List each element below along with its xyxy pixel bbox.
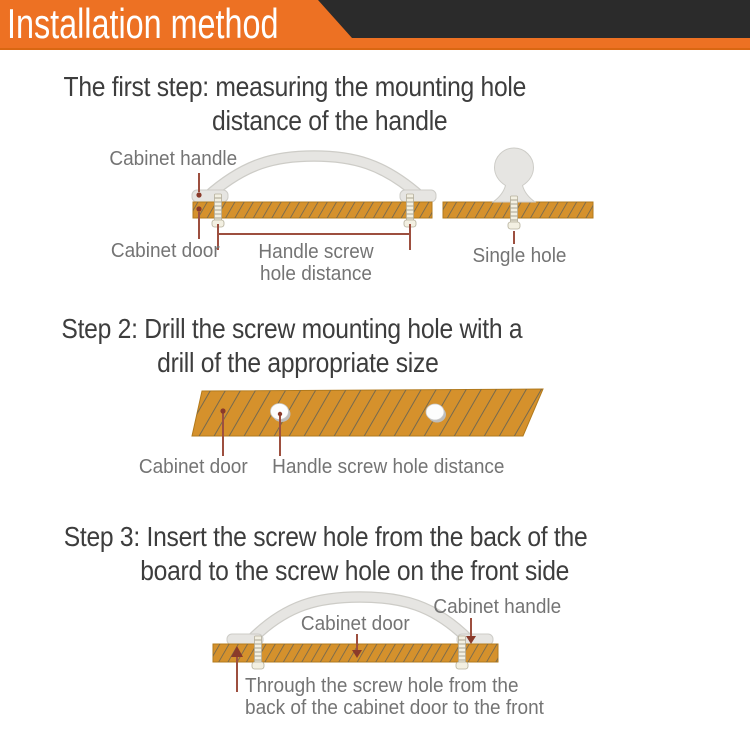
label-cabinet-door-step2 [123, 456, 263, 478]
handle-foot-right [400, 190, 436, 202]
label-cabinet-door-step3 [285, 613, 425, 635]
step2-heading-line1-text: Step 2: Drill the screw mounting hole with a [61, 313, 523, 344]
pointer-dot-hole-step2 [278, 412, 282, 416]
label-cabinet-handle-step1-text: Cabinet handle [109, 148, 237, 170]
label-screw-distance-line1: Handle screw [258, 241, 374, 263]
knob-graphic [493, 148, 535, 202]
label-cabinet-door-step1 [95, 240, 235, 262]
label-cabinet-handle-step1 [103, 148, 243, 170]
step2-heading-line2-text: drill of the appropriate size [157, 347, 439, 378]
label-through-note-line2: back of the cabinet door to the front [245, 697, 544, 719]
label-screw-distance-step2 [266, 456, 506, 478]
pointer-dot-door [196, 206, 201, 211]
step1-heading-line2 [35, 104, 625, 138]
label-cabinet-door-step1-text: Cabinet door [110, 240, 220, 262]
step2-heading-line2 [0, 346, 596, 380]
step3-heading-line1-text: Step 3: Insert the screw hole from the back of the [64, 521, 588, 552]
step3-heading-line1 [0, 520, 652, 554]
pointer-dot-door-step2 [220, 408, 225, 413]
label-cabinet-door-step2-text: Cabinet door [138, 456, 248, 478]
step1-heading-line2-text: distance of the handle [212, 105, 448, 136]
label-screw-distance-step2-text: Handle screw hole distance [272, 456, 505, 478]
header-banner [0, 0, 750, 50]
step3-heading-line2 [60, 554, 650, 588]
label-cabinet-door-step3-text: Cabinet door [300, 613, 410, 635]
page-title [7, 0, 360, 48]
label-single-hole [459, 245, 579, 267]
label-cabinet-handle-step3-text: Cabinet handle [433, 596, 561, 618]
label-through-note-line1: Through the screw hole from the [245, 675, 519, 697]
label-single-hole-text: Single hole [471, 245, 567, 267]
header-dark-band [318, 0, 750, 38]
step2-heading-line1 [0, 312, 584, 346]
step1-heading-line1-text: The first step: measuring the mounting hole [63, 71, 527, 102]
pointer-dot-handle [196, 192, 201, 197]
cabinet-door-board-right [443, 202, 593, 218]
page-title-text: Installation method [7, 0, 279, 47]
label-screw-distance-step1 [236, 241, 396, 285]
cabinet-door-board-drilled [192, 389, 543, 436]
label-through-note [245, 675, 565, 719]
step1-heading-line1 [0, 70, 590, 104]
label-cabinet-handle-step3 [427, 596, 567, 618]
cabinet-door-board-left [193, 202, 432, 218]
label-screw-distance-line2: hole distance [260, 263, 372, 285]
step3-heading-line2-text: board to the screw hole on the front side [140, 555, 570, 586]
